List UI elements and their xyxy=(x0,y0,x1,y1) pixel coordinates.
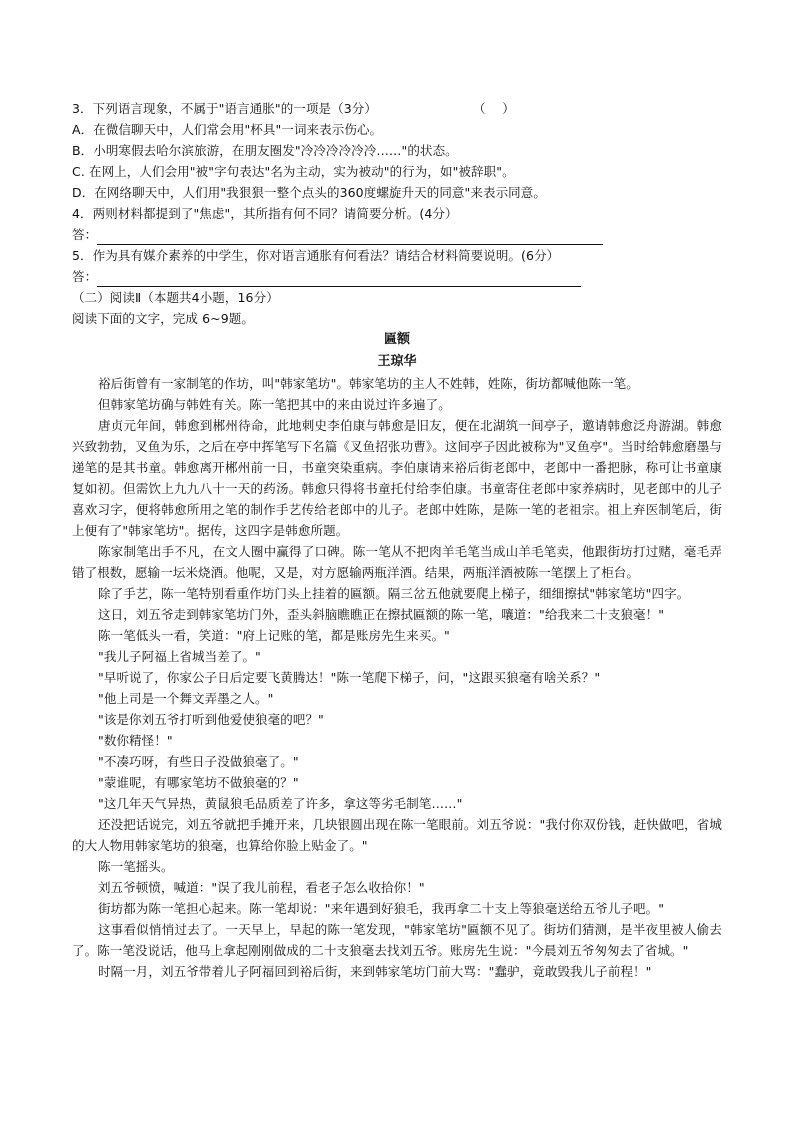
paragraph: "不凑巧呀，有些日子没做狼毫了。" xyxy=(98,754,299,769)
paragraph: 时隔一月，刘五爷带着儿子阿福回到裕后街，来到韩家笔坊门前大骂："蠢驴，竟敢毁我儿子前程！" xyxy=(98,964,652,979)
paragraph: 唐贞元年间，韩愈到郴州待命，此地刺史李伯康与韩愈是旧友，便在北湖筑一间亭子，邀请韩愈泛舟游湖。韩愈兴致勃勃，叉鱼为乐，之后在亭中挥笔写下名篇《叉鱼招张功曹》。这间亭子因此被称为"叉鱼亭"。当时给韩愈磨墨与递笔的是其书童。韩愈离开郴州前一日，书童突染重病。李伯康请来裕后街老郎中，老郎中一番把脉，称可让书童康复如初。但需饮上九九八十一天的药汤。韩愈只得将书童托付给李伯康。书童寄住老郎中家养病时，见老郎中的儿子喜欢习字，便将韩愈所用之笔的制作手艺传给老郎中的儿子。老郎中姓陈，是陈一笔的老祖宗。祖上弃医制笔后，街上便有了"韩家笔坊"。据传，这四字是韩愈所题。 xyxy=(72,418,722,538)
section-heading: （二）阅读Ⅱ（本题共4小题，16分） xyxy=(72,290,279,305)
question-4: 4．两则材料都提到了"焦虑"，其所指有何不同？请简要分析。(4分） xyxy=(72,206,458,221)
paragraph: "蒙谁呢，有哪家笔坊不做狼毫的？" xyxy=(98,775,299,790)
paragraph: 街坊都为陈一笔担心起来。陈一笔却说："来年遇到好狼毛，我再拿二十支上等狼毫送给五爷儿子吧。" xyxy=(98,901,665,916)
article-author: 王琼华 xyxy=(377,354,417,369)
question-3-stem: 3．下列语言现象，不属于"语言通胀"的一项是（3分） xyxy=(72,101,378,116)
option-a: A．在微信聊天中，人们常会用"杯具"一词来表示伤心。 xyxy=(72,122,383,137)
answer-blank-line xyxy=(97,230,603,245)
paragraph: 陈一笔低头一看，笑道："府上记账的笔，都是账房先生来买。" xyxy=(98,628,450,643)
article-title: 匾额 xyxy=(383,332,410,347)
question-5-answer xyxy=(72,266,722,287)
answer-blank-line xyxy=(97,272,581,287)
paragraph: 裕后街曾有一家制笔的作坊，叫"韩家笔坊"。韩家笔坊的主人不姓韩，姓陈，街坊都喊他陈一笔。 xyxy=(98,376,639,391)
paragraph: 陈一笔摇头。 xyxy=(98,859,174,874)
section-instruction: 阅读下面的文字，完成 6~9题。 xyxy=(72,311,254,326)
paragraph: "早听说了，你家公子日后定要飞黄腾达！"陈一笔爬下梯子，问，"这跟买狼毫有啥关系？" xyxy=(98,670,601,685)
question-4-answer xyxy=(72,224,722,245)
paragraph: "该是你刘五爷打听到他爱使狼毫的吧？" xyxy=(98,712,324,727)
question-5: 5．作为具有媒介素养的中学生，你对语言通胀有何看法？请结合材料简要说明。(6分） xyxy=(72,248,560,263)
paragraph: "这几年天气异热，黄鼠狼毛品质差了许多，拿这等劣毛制笔……" xyxy=(98,796,463,811)
answer-label: 答： xyxy=(72,227,98,242)
paragraph: "他上司是一个舞文弄墨之人。" xyxy=(98,691,274,706)
answer-label: 答： xyxy=(72,269,98,284)
paragraph: 这事看似悄悄过去了。一天早上，早起的陈一笔发现，"韩家笔坊"匾额不见了。街坊们猜测，是半夜里被人偷去了。陈一笔没说话，他马上拿起刚刚做成的二十支狼毫去找刘五爷。账房先生说："今晨刘五爷匆匆去了省城。" xyxy=(72,922,722,958)
question-3 xyxy=(72,98,722,119)
option-b: B．小明寒假去哈尔滨旅游，在朋友圈发"冷冷冷冷冷冷……"的状态。 xyxy=(72,143,458,158)
paragraph: 这日，刘五爷走到韩家笔坊门外，歪头斜脑瞧瞧正在擦拭匾额的陈一笔，嚷道："给我来二十支狼毫！" xyxy=(98,607,665,622)
option-c: C. 在网上，人们会用"被"字句表达"名为主动，实为被动"的行为，如"被辞职"。 xyxy=(72,164,515,179)
document-page xyxy=(72,98,722,982)
paragraph: 还没把话说完，刘五爷就把手摊开来，几块银圆出现在陈一笔眼前。刘五爷说："我付你双份钱，赶快做吧，省城的大人物用韩家笔坊的狼毫，也算给你脸上贴金了。" xyxy=(72,817,722,853)
paragraph: 陈家制笔出手不凡，在文人圈中赢得了口碑。陈一笔从不把肉羊毛笔当成山羊毛笔卖，他跟街坊打过赌，毫毛弄错了根数，愿输一坛米烧酒。他呢，又是，对方愿输两瓶洋酒。结果，两瓶洋酒被陈一笔摆上了柜台。 xyxy=(72,544,722,580)
answer-parenthesis: （ ） xyxy=(473,101,515,116)
paragraph: 但韩家笔坊确与韩姓有关。陈一笔把其中的来由说过许多遍了。 xyxy=(98,397,451,412)
paragraph: "我儿子阿福上省城当差了。" xyxy=(98,649,261,664)
paragraph: 刘五爷顿愤，喊道："误了我儿前程，看老子怎么收拾你！" xyxy=(98,880,425,895)
option-d: D．在网络聊天中，人们用"我狠狠一整个点头的360度螺旋升天的同意"来表示同意。 xyxy=(72,185,546,200)
paragraph: "数你精怪！" xyxy=(98,733,173,748)
paragraph: 除了手艺，陈一笔特别看重作坊门头上挂着的匾额。隔三岔五他就要爬上梯子，细细擦拭"韩家笔坊"四字。 xyxy=(98,586,690,601)
